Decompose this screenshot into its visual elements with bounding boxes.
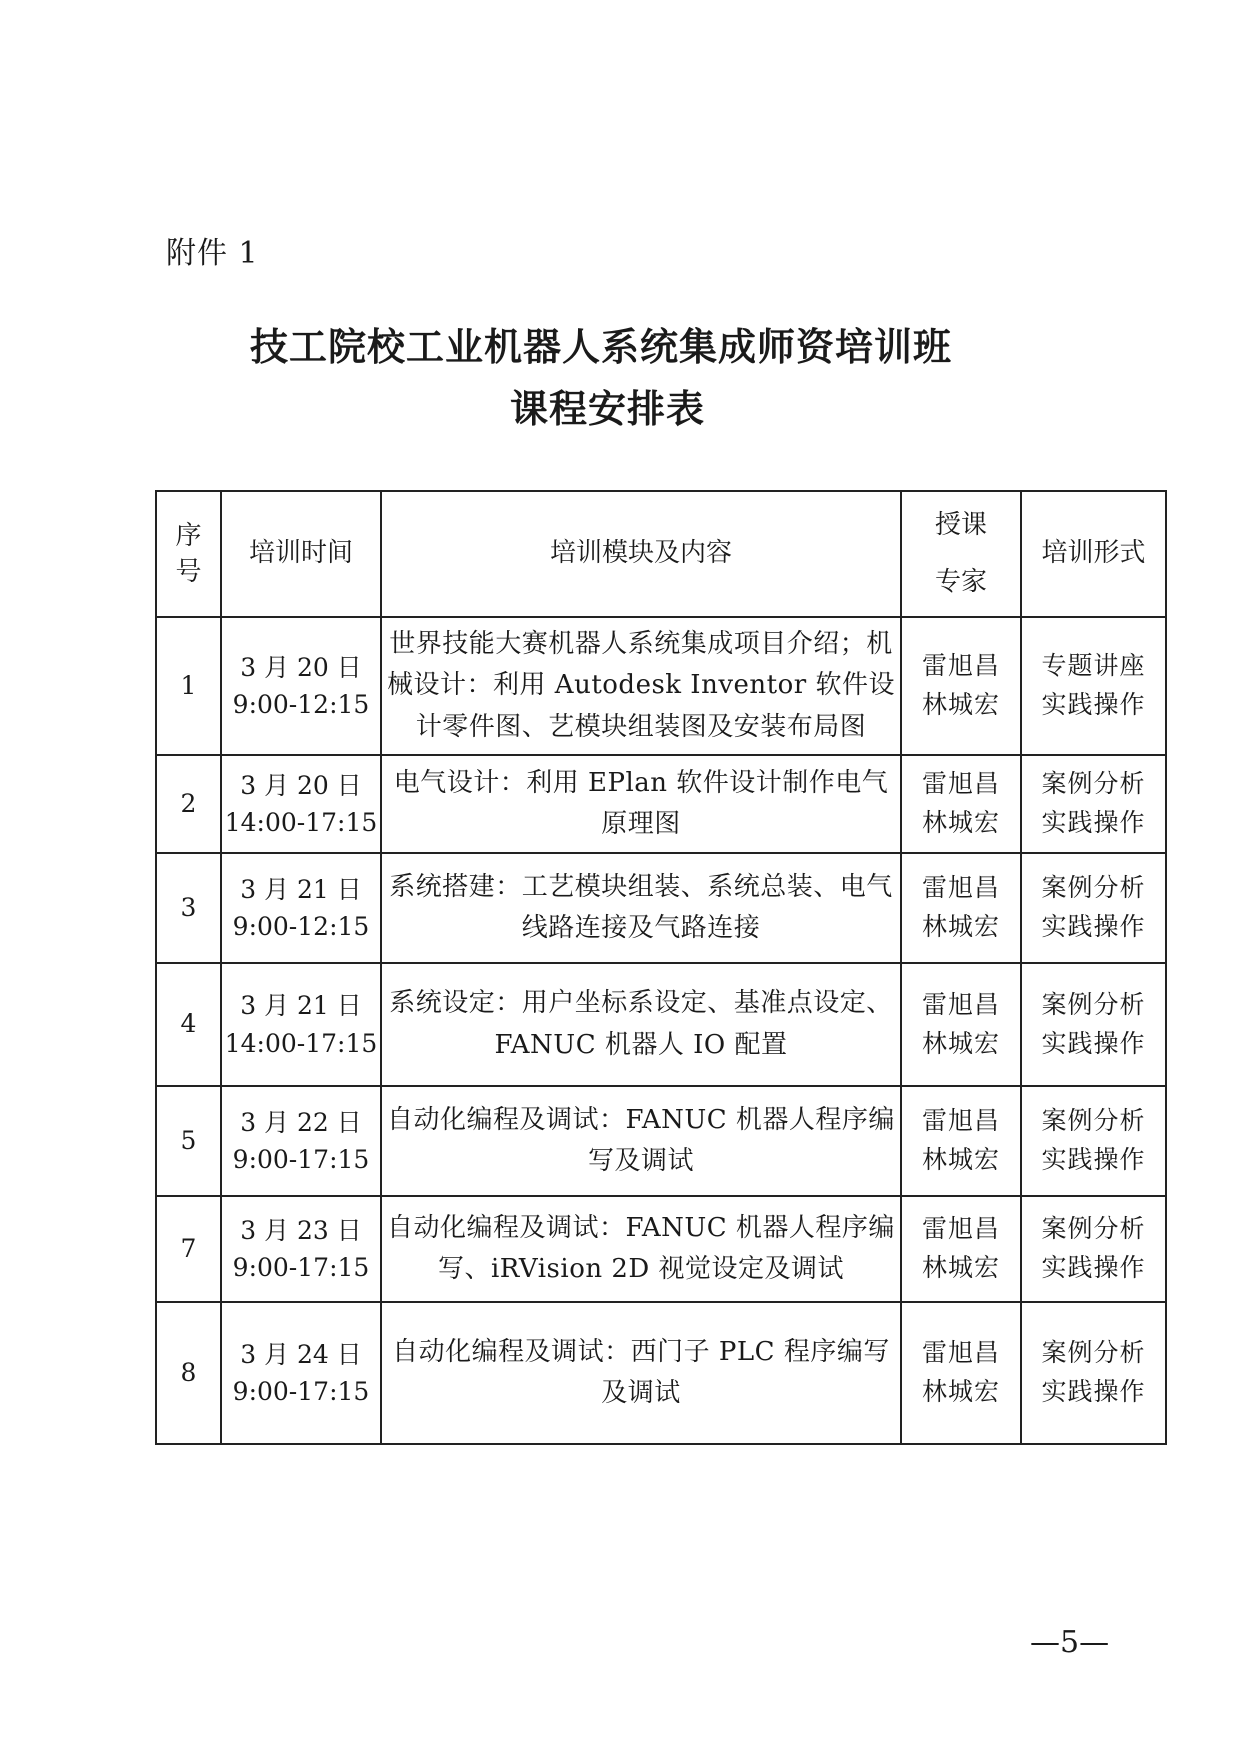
row-form: 专题讲座 实践操作: [1021, 617, 1166, 755]
row-content: 自动化编程及调试：西门子 PLC 程序编写及调试: [381, 1302, 901, 1444]
document-subtitle: 课程安排表: [510, 387, 706, 431]
row-content: 自动化编程及调试：FANUC 机器人程序编写、iRVision 2D 视觉设定及调试: [381, 1196, 901, 1302]
table-header-row: [156, 491, 1166, 617]
header-index: 序号: [156, 491, 221, 617]
row-form: 案例分析 实践操作: [1021, 1196, 1166, 1302]
row-form: 案例分析 实践操作: [1021, 963, 1166, 1086]
row-index: 1: [156, 617, 221, 755]
header-expert: 授课专家: [901, 491, 1021, 617]
table-row: [156, 617, 1166, 755]
row-content: 系统搭建：工艺模块组装、系统总装、电气线路连接及气路连接: [381, 853, 901, 963]
row-index: 8: [156, 1302, 221, 1444]
page-number: —5—: [1030, 1625, 1110, 1660]
row-form: 案例分析 实践操作: [1021, 1086, 1166, 1196]
table-row: [156, 1196, 1166, 1302]
row-form: 案例分析 实践操作: [1021, 755, 1166, 853]
row-time: 3 月 23 日 9:00-17:15: [221, 1196, 381, 1302]
row-expert: 雷旭昌 林城宏: [901, 963, 1021, 1086]
header-content: 培训模块及内容: [381, 491, 901, 617]
row-time: 3 月 20 日 14:00-17:15: [221, 755, 381, 853]
table-row: [156, 963, 1166, 1086]
row-content: 世界技能大赛机器人系统集成项目介绍；机械设计：利用 Autodesk Inventor 软件设计零件图、艺模块组装图及安装布局图: [381, 617, 901, 755]
row-index: 7: [156, 1196, 221, 1302]
row-time: 3 月 22 日 9:00-17:15: [221, 1086, 381, 1196]
row-content: 电气设计：利用 EPlan 软件设计制作电气原理图: [381, 755, 901, 853]
row-index: 4: [156, 963, 221, 1086]
row-time: 3 月 21 日 14:00-17:15: [221, 963, 381, 1086]
row-time: 3 月 24 日 9:00-17:15: [221, 1302, 381, 1444]
row-expert: 雷旭昌 林城宏: [901, 853, 1021, 963]
row-time: 3 月 20 日 9:00-12:15: [221, 617, 381, 755]
header-form: 培训形式: [1021, 491, 1166, 617]
row-expert: 雷旭昌 林城宏: [901, 1196, 1021, 1302]
table-row: [156, 1302, 1166, 1444]
row-form: 案例分析 实践操作: [1021, 1302, 1166, 1444]
row-index: 5: [156, 1086, 221, 1196]
row-time: 3 月 21 日 9:00-12:15: [221, 853, 381, 963]
table-row: [156, 853, 1166, 963]
document-title: 技工院校工业机器人系统集成师资培训班: [250, 325, 953, 369]
row-content: 系统设定：用户坐标系设定、基准点设定、FANUC 机器人 IO 配置: [381, 963, 901, 1086]
row-form: 案例分析 实践操作: [1021, 853, 1166, 963]
table-row: [156, 1086, 1166, 1196]
table-row: [156, 755, 1166, 853]
course-schedule-table: [155, 490, 1167, 1445]
row-index: 3: [156, 853, 221, 963]
row-expert: 雷旭昌 林城宏: [901, 755, 1021, 853]
row-expert: 雷旭昌 林城宏: [901, 617, 1021, 755]
row-content: 自动化编程及调试：FANUC 机器人程序编写及调试: [381, 1086, 901, 1196]
row-expert: 雷旭昌 林城宏: [901, 1086, 1021, 1196]
header-time: 培训时间: [221, 491, 381, 617]
attachment-label: 附件 1: [166, 236, 259, 271]
row-index: 2: [156, 755, 221, 853]
row-expert: 雷旭昌 林城宏: [901, 1302, 1021, 1444]
